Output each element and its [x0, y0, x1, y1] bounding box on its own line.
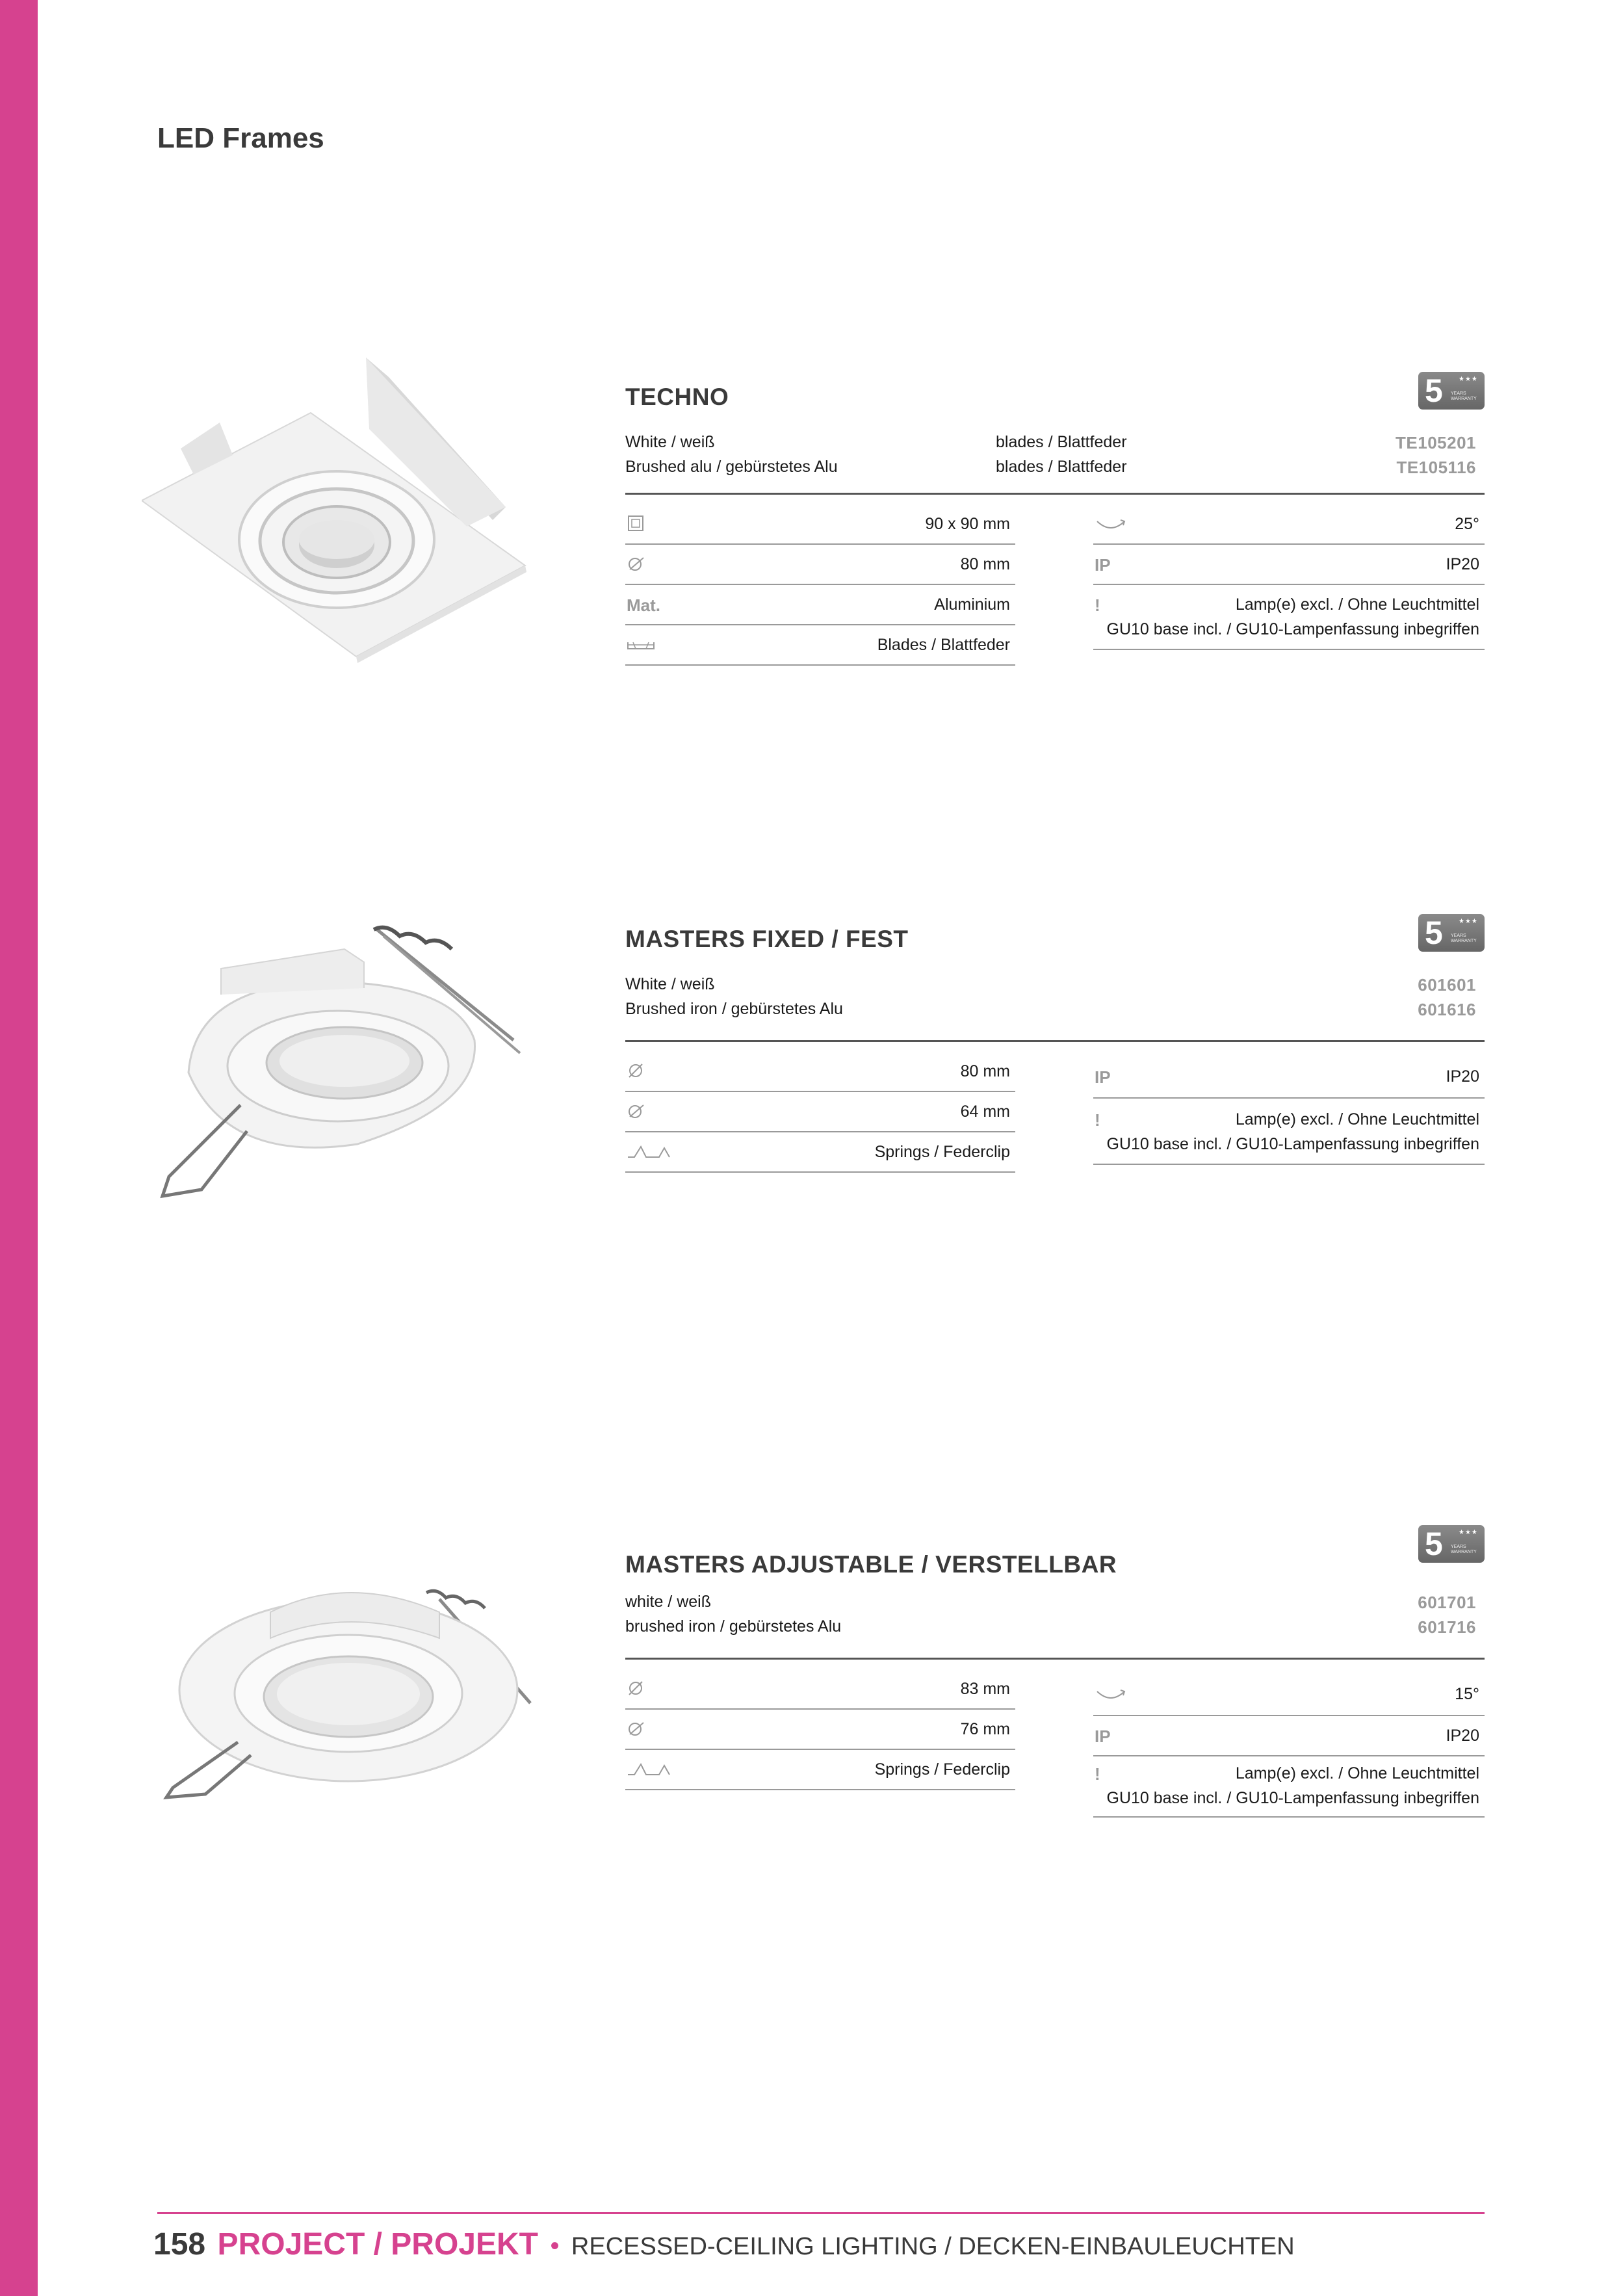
variant-code: 601616 [1418, 1000, 1476, 1019]
ip-rating-label: IP [1095, 1067, 1111, 1087]
footer-section: PROJECT / PROJEKT [217, 2227, 538, 2262]
footer-subsection: RECESSED-CEILING LIGHTING / DECKEN-EINBAULEUCHTEN [571, 2233, 1295, 2260]
variant-code: TE105201 [1396, 433, 1476, 452]
spec-row: 25° [1093, 510, 1485, 545]
spec-row: ! Lamp(e) excl. / Ohne Leuchtmittel GU10 base incl. / GU10-Lampenfassung inbegriffen [1093, 590, 1485, 650]
notice-label: ! [1095, 1110, 1100, 1130]
spec-row: Springs / Federclip [625, 1138, 1015, 1173]
masters-adjustable-product-photo [153, 1560, 543, 1801]
spec-row: Mat. Aluminium [625, 590, 1015, 625]
variant-code: 601601 [1418, 975, 1476, 995]
spec-row: IP IP20 [1093, 1057, 1485, 1099]
variant-note: blades / Blattfeder [996, 458, 1127, 476]
section-divider [625, 1658, 1485, 1660]
variant-code: 601701 [1418, 1593, 1476, 1612]
tilt-angle-icon [1095, 1685, 1134, 1703]
spec-row: Blades / Blattfeder [625, 631, 1015, 666]
spec-row: Springs / Federclip [625, 1755, 1015, 1790]
variant-code: TE105116 [1396, 458, 1476, 477]
variant-code: 601716 [1418, 1617, 1476, 1637]
variant-finish: White / weiß [625, 975, 715, 993]
tilt-angle-icon [1095, 515, 1134, 533]
product-name: TECHNO [625, 384, 729, 410]
cutout-diameter-icon [627, 555, 666, 573]
side-accent-bar [0, 0, 38, 2296]
masters-fixed-product-photo [149, 923, 526, 1209]
warranty-badge: 5 ★★★ YEARS WARRANTY [1418, 372, 1485, 410]
warranty-badge: 5 ★★★ YEARS WARRANTY [1418, 914, 1485, 952]
spec-row: 15° [1093, 1675, 1485, 1716]
notice-label: ! [1095, 1764, 1100, 1784]
spec-row: ! Lamp(e) excl. / Ohne Leuchtmittel GU10 base incl. / GU10-Lampenfassung inbegriffen [1093, 1104, 1485, 1165]
diameter-icon [627, 1680, 666, 1698]
spring-clip-icon [627, 1760, 666, 1779]
variant-finish: White / weiß [625, 433, 715, 451]
product-name: MASTERS ADJUSTABLE / VERSTELLBAR [625, 1551, 1117, 1578]
product-name: MASTERS FIXED / FEST [625, 926, 909, 952]
spec-row: 80 mm [625, 550, 1015, 585]
diameter-icon [627, 1062, 666, 1080]
section-divider [625, 493, 1485, 495]
warranty-badge: 5 ★★★ YEARS WARRANTY [1418, 1525, 1485, 1563]
spec-row: IP IP20 [1093, 1721, 1485, 1756]
techno-product-photo [142, 351, 532, 663]
material-label: Mat. [627, 595, 660, 615]
spring-clip-icon [627, 1143, 666, 1161]
variant-finish: Brushed iron / gebürstetes Alu [625, 1000, 843, 1018]
footer-divider [157, 2212, 1485, 2214]
spec-row: ! Lamp(e) excl. / Ohne Leuchtmittel GU10 base incl. / GU10-Lampenfassung inbegriffen [1093, 1756, 1485, 1818]
spec-row: 64 mm [625, 1097, 1015, 1132]
spec-row: 83 mm [625, 1675, 1015, 1710]
page-footer [153, 2226, 1295, 2262]
cutout-diameter-icon [627, 1720, 666, 1738]
variant-finish: white / weiß [625, 1593, 711, 1611]
page-title: LED Frames [157, 122, 324, 154]
spec-row: IP IP20 [1093, 550, 1485, 585]
blade-mount-icon [627, 636, 666, 654]
variant-note: blades / Blattfeder [996, 433, 1127, 451]
notice-label: ! [1095, 595, 1100, 615]
variant-finish: brushed iron / gebürstetes Alu [625, 1617, 842, 1636]
ip-rating-label: IP [1095, 1727, 1111, 1746]
footer-bullet: • [550, 2232, 560, 2260]
square-dimension-icon [627, 515, 666, 533]
spec-row: 76 mm [625, 1715, 1015, 1750]
cutout-diameter-icon [627, 1102, 666, 1121]
section-divider [625, 1040, 1485, 1042]
page-number: 158 [153, 2227, 206, 2262]
ip-rating-label: IP [1095, 555, 1111, 575]
variant-finish: Brushed alu / gebürstetes Alu [625, 458, 838, 476]
spec-row: 80 mm [625, 1057, 1015, 1092]
spec-row: 90 x 90 mm [625, 510, 1015, 545]
